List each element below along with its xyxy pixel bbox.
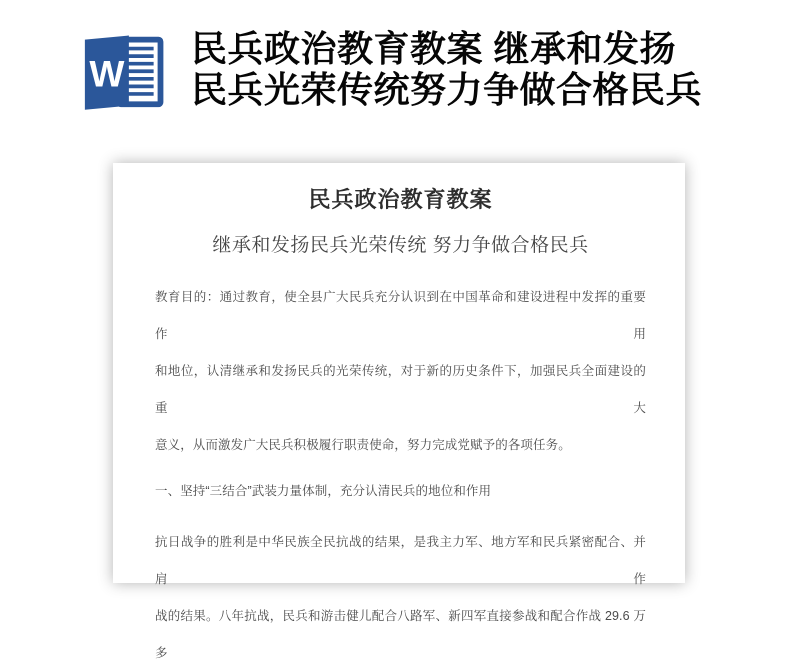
word-icon-letter: W [89,52,125,95]
file-title-line-1: 民兵政治教育教案 继承和发扬 [191,28,677,69]
section-heading-1 [155,473,646,510]
word-icon-svg [78,31,166,117]
document-text-line: 抗日战争的胜利是中华民族全民抗战的结果，是我主力军、地方军和民兵紧密配合、并肩作 [155,535,646,586]
document-preview-page[interactable] [113,163,685,660]
word-icon [78,31,166,117]
document-text-line: 教育目的：通过教育，使全县广大民兵充分认识到在中国革命和建设进程中发挥的重要作用 [155,290,646,341]
word-icon-sheet-lines [128,49,154,94]
document-subtitle: 继承和发扬民兵光荣传统 努力争做合格民兵 [212,235,589,256]
file-title [191,28,702,110]
document-title: 民兵政治教育教案 [308,187,493,212]
file-title-line-2: 民兵光荣传统努力争做合格民兵 [191,69,703,110]
paragraph-history [155,524,646,672]
paragraph-purpose [155,279,646,464]
document-text-line: 战的结果。八年抗战，民兵和游击健儿配合八路军、新四军直接参战和配合作战 29.6 万多 [155,609,646,660]
document-text-line: 意义，从而激发广大民兵积极履行职责使命，努力完成党赋予的各项任务。 [155,438,571,452]
file-header [78,28,702,117]
document-body [155,279,646,672]
document-text-line: 一、坚持“三结合”武装力量体制，充分认清民兵的地位和作用 [155,484,492,498]
document-text-line: 和地位，认清继承和发扬民兵的光荣传统，对于新的历史条件下，加强民兵全面建设的重大 [155,364,646,415]
